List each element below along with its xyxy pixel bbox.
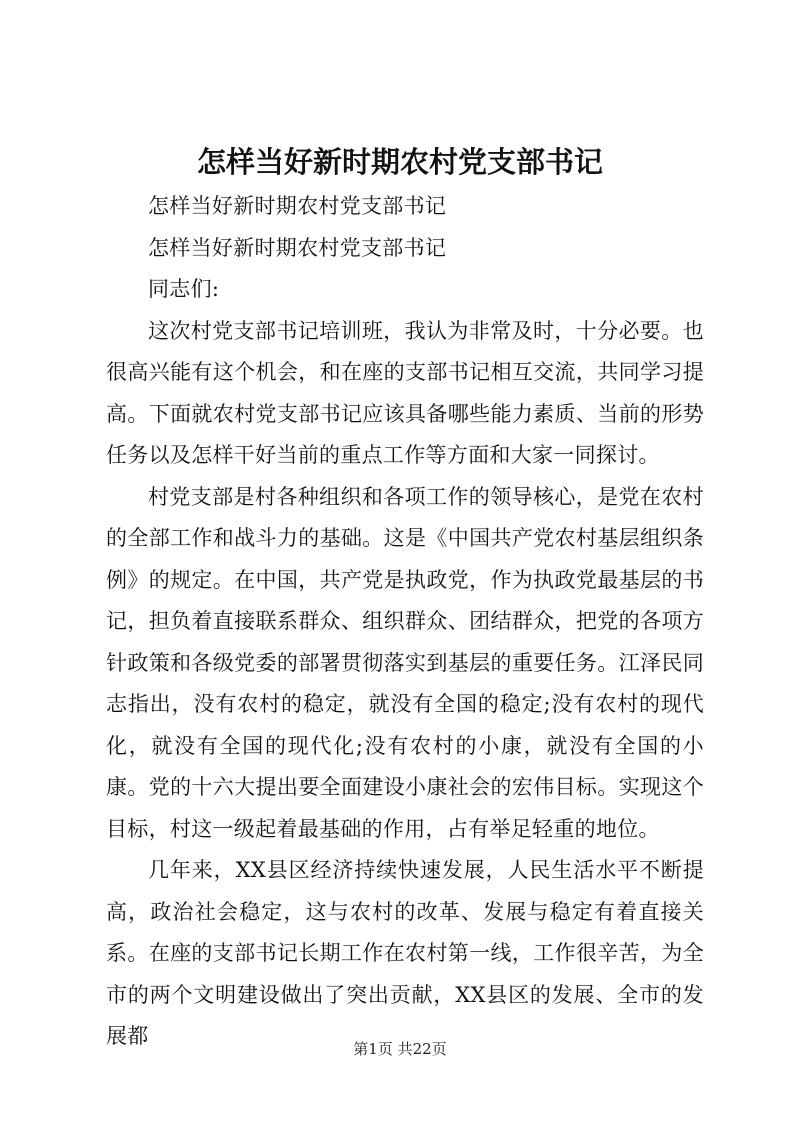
subtitle-line: 怎样当好新时期农村党支部书记 — [148, 194, 447, 218]
paragraph: 这次村党支部书记培训班，我认为非常及时，十分必要。也很高兴能有这个机会，和在座的支部书记相互交流，共同学习提高。下面就农村党支部书记应该具备哪些能力素质、当前的形势任务以及怎样干好当前的重点工作等方面和大家一同探讨。 — [106, 318, 704, 467]
document-title: 怎样当好新时期农村党支部书记 — [196, 145, 603, 179]
salutation: 同志们: — [148, 277, 220, 301]
page-footer: 第1页 共22页 — [353, 1040, 447, 1058]
document-body — [106, 186, 704, 1058]
subtitle-line: 怎样当好新时期农村党支部书记 — [148, 235, 447, 260]
paragraph: 村党支部是村各种组织和各项工作的领导核心，是党在农村的全部工作和战斗力的基础。这是《中国共产党农村基层组织条例》的规定。在中国，共产党是执政党，作为执政党最基层的书记，担负着直接联系群众、组织群众、团结群众，把党的各项方针政策和各级党委的部署贯彻落实到基层的重要任务。江泽民同志指出，没有农村的稳定，就没有全国的稳定;没有农村的现代化，就没有全国的现代化;没有农村的小康，就没有全国的小康。党的十六大提出要全面建设小康社会的宏伟目标。实现这个目标，村这一级起着最基础的作用，占有举足轻重的地位。 — [106, 484, 704, 841]
paragraph: 几年来，XX县区经济持续快速发展，人民生活水平不断提高，政治社会稳定，这与农村的改革、发展与稳定有着直接关系。在座的支部书记长期工作在农村第一线，工作很辛苦，为全市的两个文明建设做出了突出贡献，XX县区的发展、全市的发展都 — [106, 858, 704, 1048]
